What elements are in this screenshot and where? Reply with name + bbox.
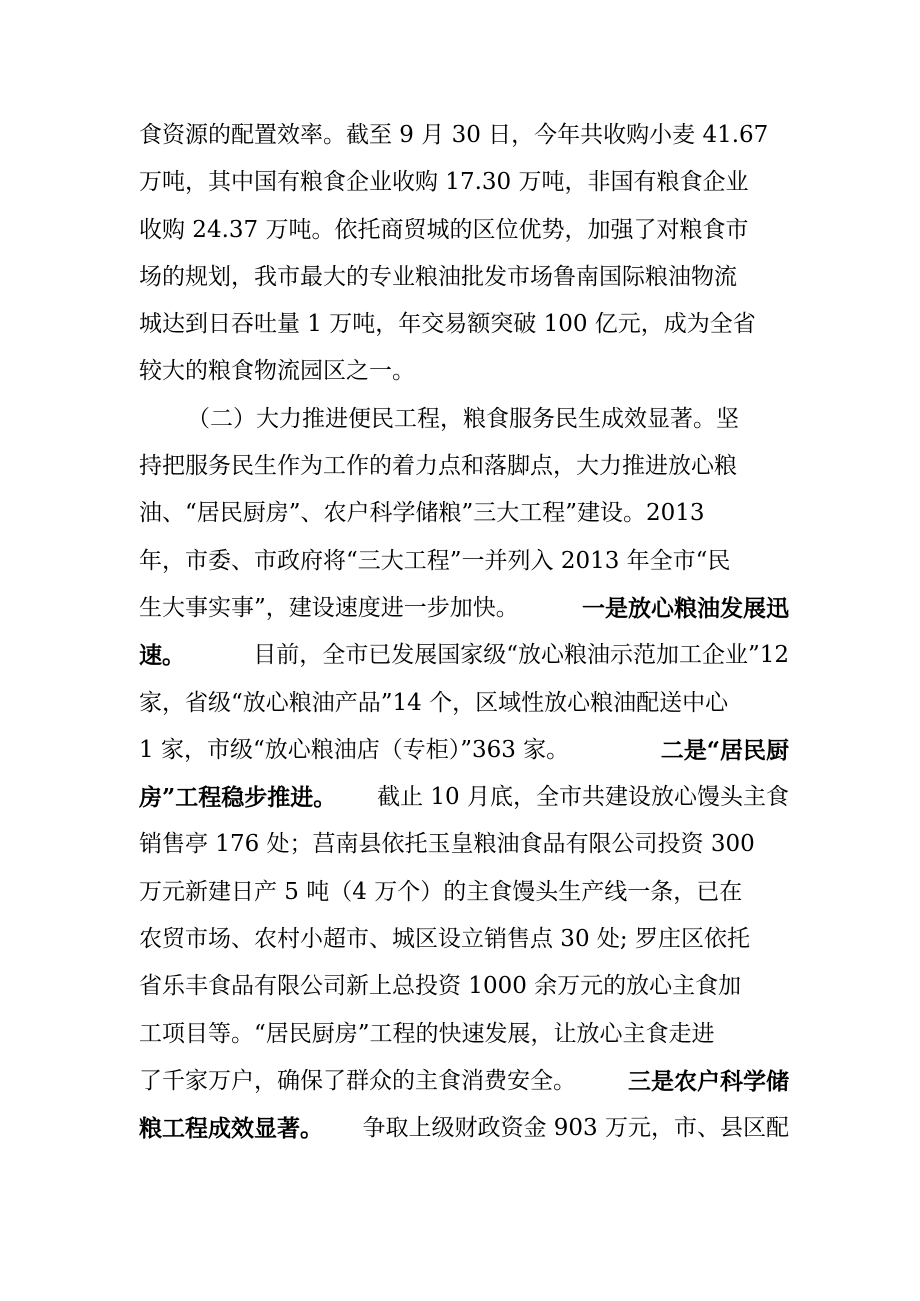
text-segment: 了千家万户，确保了群众的主食消费安全。: [139, 1067, 576, 1094]
text-segment: 年，市委、市政府将“三大工程”一并列入 2013 年全市“民: [139, 547, 731, 574]
text-segment: 省乐丰食品有限公司新上总投资 1000 余万元的放心主食加: [139, 973, 742, 1000]
text-line: [139, 348, 789, 395]
text-line: [139, 632, 789, 679]
text-segment: 收购 24.37 万吨。依托商贸城的区位优势，加强了对粮食市: [139, 216, 749, 243]
bold-heading-segment: 粮工程成效显著。: [139, 1115, 323, 1143]
bold-heading-segment: 三是农户科学储: [628, 1067, 789, 1095]
text-line: [139, 112, 789, 159]
text-segment: 万元新建日产 5 吨（4 万个）的主食馒头生产线一条，已在: [139, 878, 743, 905]
text-line: [139, 916, 789, 963]
bold-heading-segment: 一是放心粮油发展迅: [582, 594, 789, 622]
text-line: [139, 1011, 789, 1058]
text-line: [139, 821, 789, 868]
section-heading-line: [139, 396, 789, 443]
text-line: [139, 680, 789, 727]
text-line: [139, 1105, 789, 1152]
body-text: [139, 112, 789, 1153]
text-segment: 目前，全市已发展国家级“放心粮油示范加工企业”12: [253, 642, 789, 669]
bold-heading-segment: 房”工程稳步推进。: [139, 784, 337, 812]
text-segment: 家，省级“放心粮油产品”14 个，区域性放心粮油配送中心: [139, 689, 729, 716]
bold-heading-segment: 速。: [139, 642, 185, 670]
text-line: [139, 585, 789, 632]
text-segment: 油、“居民厨房”、农户科学储粮”三大工程”建设。2013: [139, 500, 705, 527]
text-segment: 截止 10 月底，全市共建设放心馒头主食: [377, 784, 789, 811]
text-line: [139, 207, 789, 254]
text-line: [139, 1058, 789, 1105]
text-line: [139, 963, 789, 1010]
text-line: [139, 774, 789, 821]
text-segment: 销售亭 176 处；莒南县依托玉皇粮油食品有限公司投资 300: [139, 831, 755, 858]
text-line: [139, 490, 789, 537]
text-line: [139, 869, 789, 916]
text-segment: 生大事实事”，建设速度进一步加快。: [139, 594, 519, 621]
bold-heading-segment: 二是“居民厨: [660, 736, 789, 764]
text-segment: 城达到日吞吐量 1 万吨，年交易额突破 100 亿元，成为全省: [139, 311, 756, 338]
text-line: [139, 301, 789, 348]
text-segment: 万吨，其中国有粮食企业收购 17.30 万吨，非国有粮食企业: [139, 169, 749, 196]
text-line: [139, 254, 789, 301]
text-segment: 持把服务民生作为工作的着力点和落脚点，大力推进放心粮: [139, 453, 737, 480]
text-line: [139, 159, 789, 206]
text-line: [139, 443, 789, 490]
text-segment: （二）大力推进便民工程，粮食服务民生成效显著。坚: [187, 405, 739, 432]
text-segment: 场的规划，我市最大的专业粮油批发市场鲁南国际粮油物流: [139, 263, 737, 290]
text-segment: 争取上级财政资金 903 万元，市、县区配: [362, 1115, 789, 1142]
text-line: [139, 538, 789, 585]
text-line: [139, 727, 789, 774]
text-segment: 工项目等。“居民厨房”工程的快速发展，让放心主食走进: [139, 1020, 715, 1047]
text-segment: 较大的粮食物流园区之一。: [139, 358, 415, 385]
text-segment: 食资源的配置效率。截至 9 月 30 日，今年共收购小麦 41.67: [139, 122, 769, 148]
text-segment: 农贸市场、农村小超市、城区设立销售点 30 处; 罗庄区依托: [139, 926, 750, 953]
text-segment: 1 家，市级“放心粮油店（专柜）”363 家。: [139, 736, 570, 763]
